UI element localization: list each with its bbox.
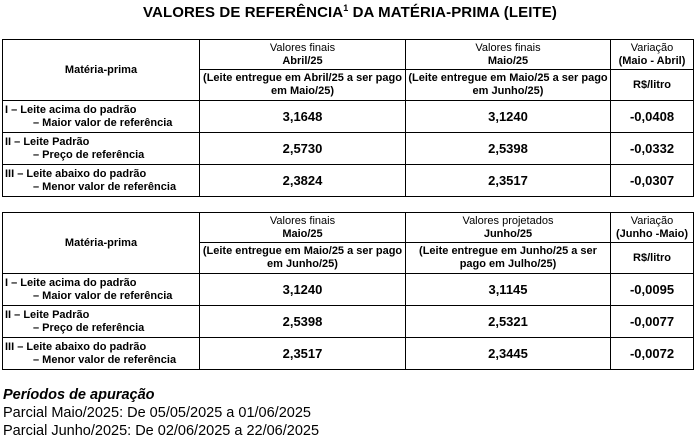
variation-cell: -0,0408 (611, 101, 694, 133)
row-label: I – Leite acima do padrão – Maior valor de referência (3, 101, 200, 133)
row-label: I – Leite acima do padrão – Maior valor de referência (3, 274, 200, 306)
reference-table-april-may (2, 39, 694, 197)
variation-cell: -0,0332 (611, 133, 694, 165)
col-sub-junho: (Leite entregue em Junho/25 a ser pago em Julho/25) (406, 243, 611, 274)
table-row (3, 338, 694, 370)
reference-table-may-june (2, 212, 694, 370)
col-header-variacao: Variação (Junho -Maio) (611, 213, 694, 243)
page-title: VALORES DE REFERÊNCIA$^1$ DA MATÉRIA-PRIMA (LEITE) (143, 3, 557, 21)
col-sub-variacao: R$/litro (611, 70, 694, 101)
col-header-junho: Valores projetados Junho/25 (406, 213, 611, 243)
row-label: III – Leite abaixo do padrão – Menor valor de referência (3, 338, 200, 370)
value-cell: 3,1145 (406, 274, 611, 306)
variation-cell: -0,0307 (611, 165, 694, 197)
table-row (3, 165, 694, 197)
table-row (3, 274, 694, 306)
footnote-marker: 1 (343, 3, 349, 13)
value-cell: 2,3824 (200, 165, 406, 197)
table-row (3, 101, 694, 133)
periods-section (3, 386, 319, 440)
col-sub-abril: (Leite entregue em Abril/25 a ser pago em Maio/25) (200, 70, 406, 101)
periods-heading: Períodos de apuração (3, 387, 155, 403)
value-cell: 3,1240 (200, 274, 406, 306)
value-cell: 2,5730 (200, 133, 406, 165)
col-sub-maio: (Leite entregue em Maio/25 a ser pago em Junho/25) (200, 243, 406, 274)
col-header-maio: Valores finais Maio/25 (406, 40, 611, 70)
value-cell: 2,3517 (200, 338, 406, 370)
value-cell: 2,5321 (406, 306, 611, 338)
variation-cell: -0,0077 (611, 306, 694, 338)
value-cell: 2,3445 (406, 338, 611, 370)
row-label: II – Leite Padrão – Preço de referência (3, 133, 200, 165)
value-cell: 2,5398 (406, 133, 611, 165)
value-cell: 2,3517 (406, 165, 611, 197)
value-cell: 3,1240 (406, 101, 611, 133)
value-cell: 3,1648 (200, 101, 406, 133)
row-label: II – Leite Padrão – Preço de referência (3, 306, 200, 338)
materia-prima-header: Matéria-prima (3, 40, 200, 101)
col-header-maio: Valores finais Maio/25 (200, 213, 406, 243)
variation-cell: -0,0095 (611, 274, 694, 306)
col-sub-maio: (Leite entregue em Maio/25 a ser pago em Junho/25) (406, 70, 611, 101)
col-header-variacao: Variação (Maio - Abril) (611, 40, 694, 70)
period-line-may: Parcial Maio/2025: De 05/05/2025 a 01/06/2025 (3, 405, 311, 421)
period-line-june: Parcial Junho/2025: De 02/06/2025 a 22/06/2025 (3, 423, 320, 439)
table-row (3, 133, 694, 165)
col-sub-variacao: R$/litro (611, 243, 694, 274)
col-header-abril: Valores finais Abril/25 (200, 40, 406, 70)
row-label: III – Leite abaixo do padrão – Menor valor de referência (3, 165, 200, 197)
variation-cell: -0,0072 (611, 338, 694, 370)
materia-prima-header: Matéria-prima (3, 213, 200, 274)
table-row (3, 306, 694, 338)
value-cell: 2,5398 (200, 306, 406, 338)
